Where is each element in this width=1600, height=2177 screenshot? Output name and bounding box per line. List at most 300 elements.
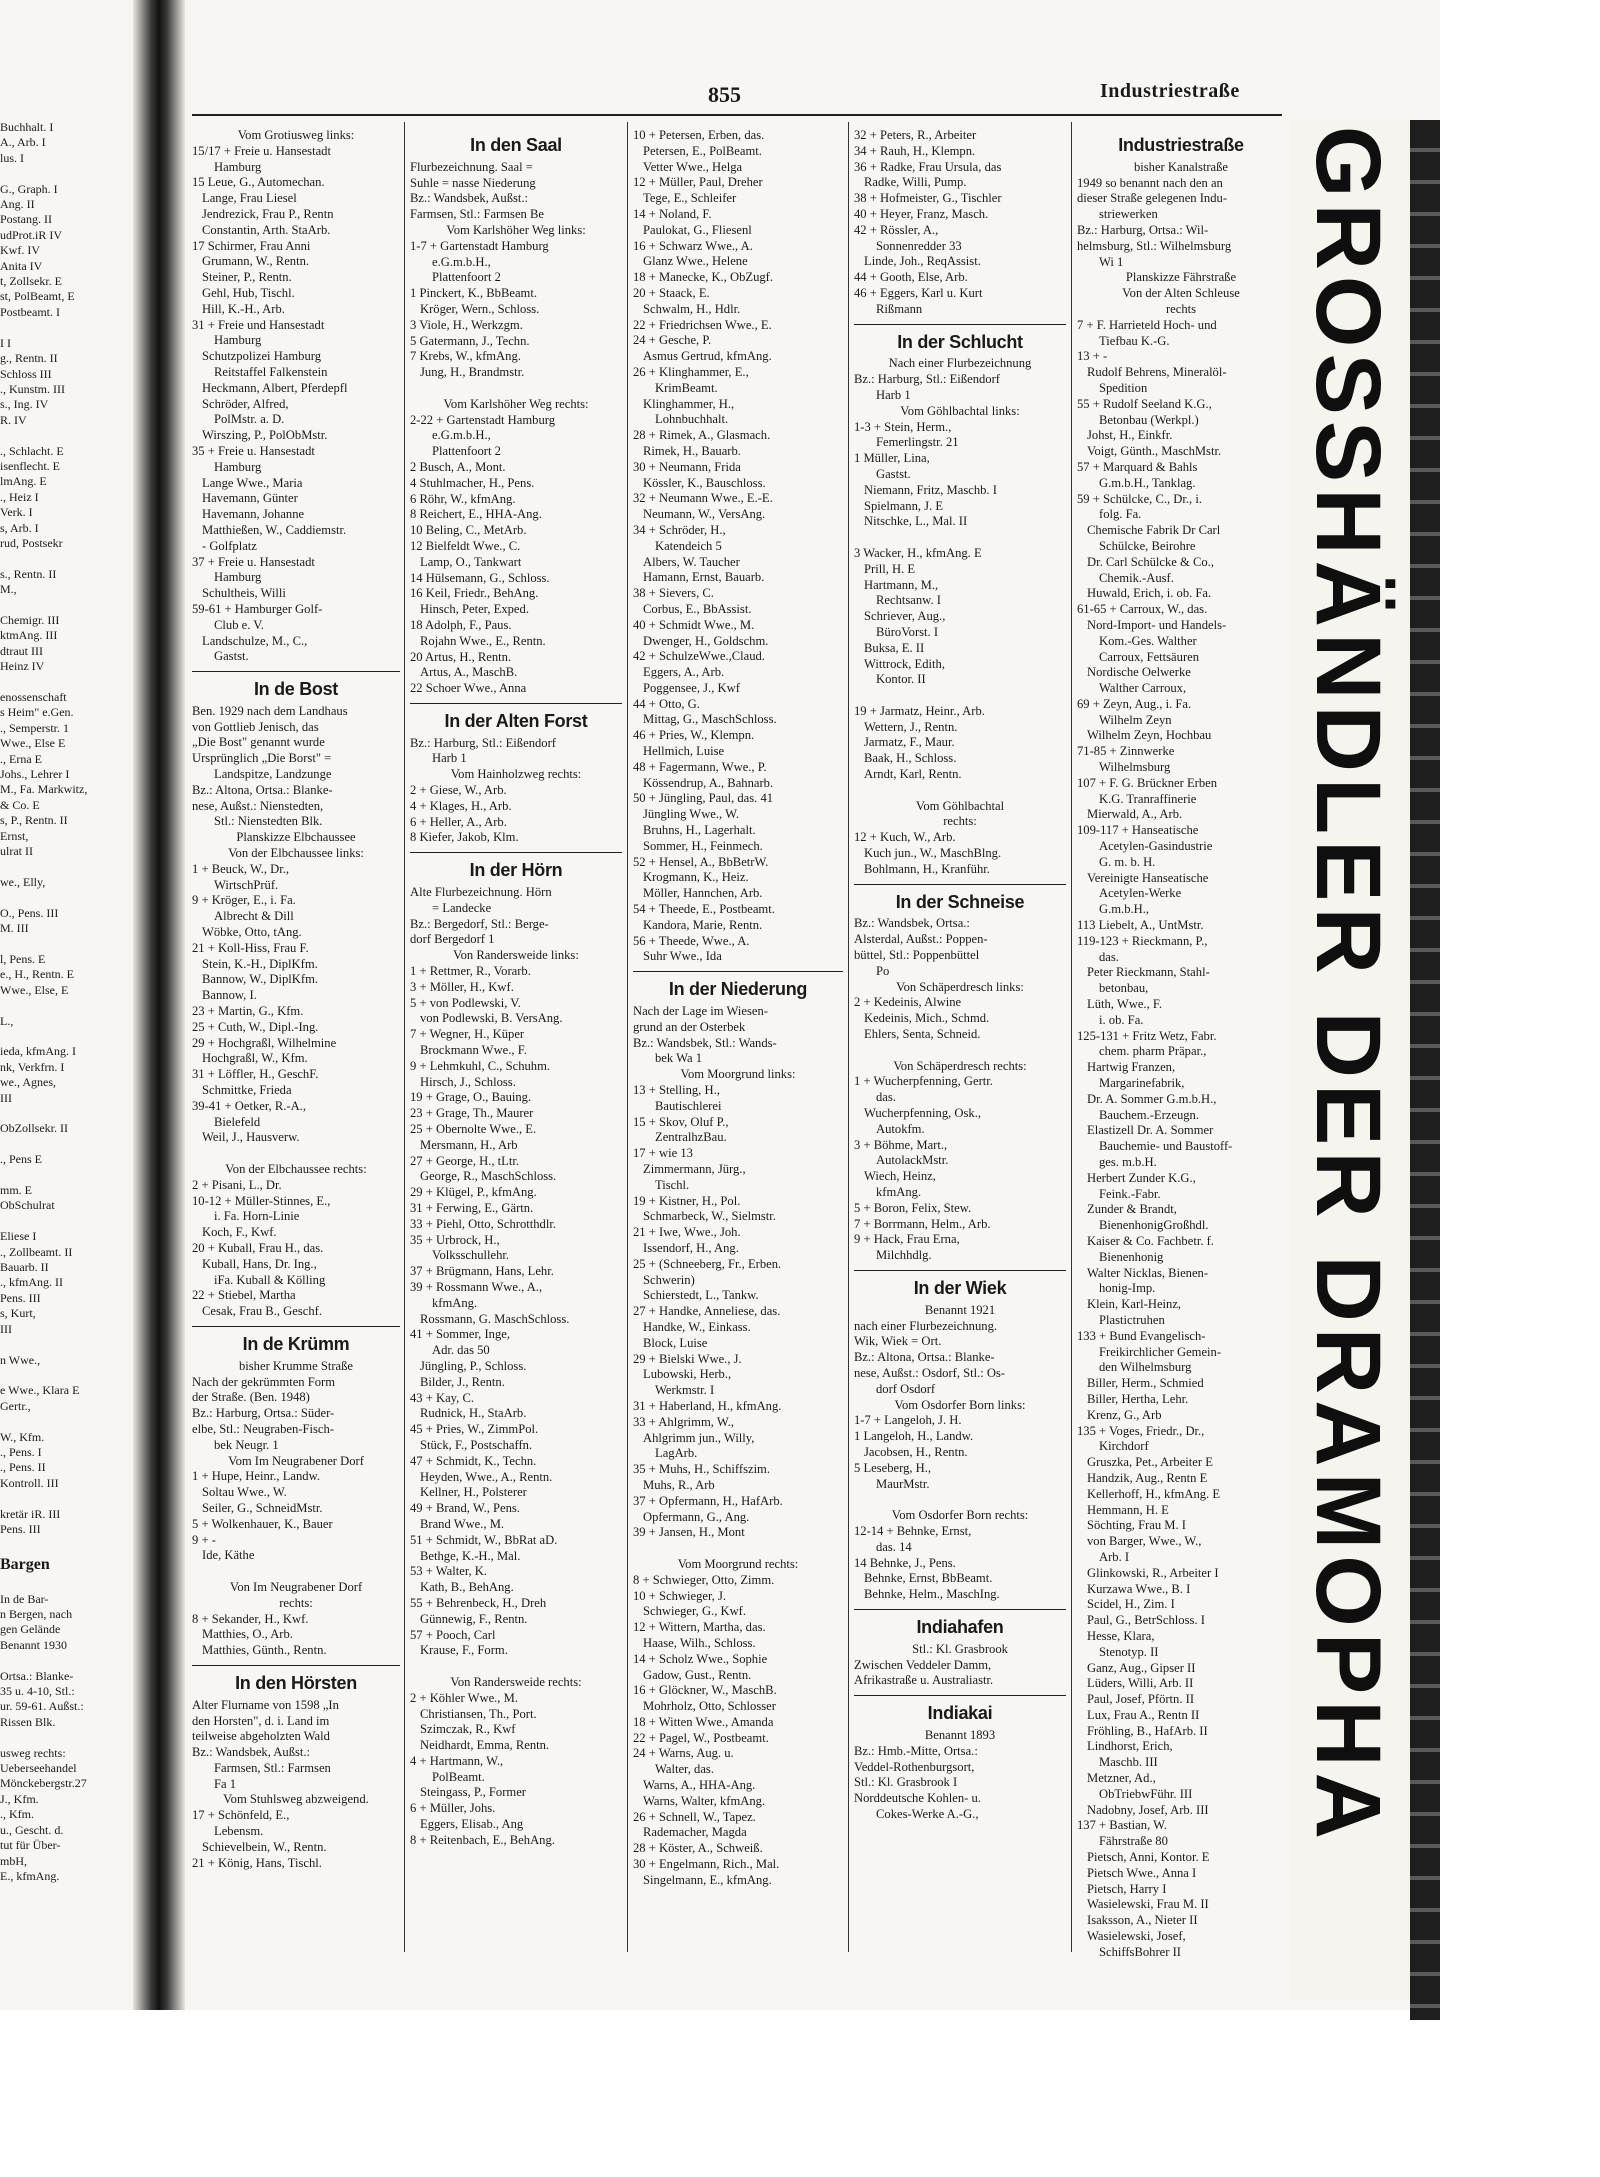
- entry-line: Klein, Karl-Heinz,: [1087, 1297, 1182, 1312]
- entry-line: den Horsten", d. i. Land im: [192, 1713, 330, 1728]
- text-line: ObZollsekr. II: [0, 1121, 68, 1136]
- text-line: tut für Über-: [0, 1838, 61, 1853]
- entry-line: Harb 1: [876, 387, 911, 402]
- entry-line: Plattenfoort 2: [432, 444, 501, 459]
- entry-line: Werkmstr. I: [655, 1383, 715, 1398]
- entry-line: Bauchemie- und Baustoff-: [1099, 1139, 1233, 1154]
- section-divider: [854, 324, 1066, 325]
- entry-line: Bz.: Altona, Ortsa.: Blanke-: [854, 1350, 995, 1365]
- text-line: s Heim" e.Gen.: [0, 705, 74, 720]
- entry-line: 5 Leseberg, H.,: [854, 1460, 932, 1475]
- entry-line: 10 + Schwieger, J.: [633, 1588, 726, 1603]
- entry-line: BienenhonigGroßhdl.: [1099, 1218, 1209, 1233]
- entry-line: 42 + SchulzeWwe.,Claud.: [633, 649, 765, 664]
- text-line: [0, 320, 132, 335]
- entry-line: Landspitze, Landzunge: [214, 767, 332, 782]
- entry-line: WirtschPrüf.: [214, 877, 279, 892]
- entry-line: kfmAng.: [432, 1295, 478, 1310]
- entry-line: 33 + Ahlgrimm, W.,: [633, 1414, 734, 1429]
- entry-line: Huwald, Erich, i. ob. Fa.: [1087, 586, 1212, 601]
- entry-line: Bilder, J., Rentn.: [420, 1374, 505, 1389]
- entry-line: 32 + Neumann Wwe., E.-E.: [633, 491, 773, 506]
- entry-line: 45 + Pries, W., ZimmPol.: [410, 1422, 539, 1437]
- text-line: ieda, kfmAng. I: [0, 1044, 76, 1059]
- entry-line: kfmAng.: [876, 1185, 922, 1199]
- entry-line: Hill, K.-H., Arb.: [202, 301, 285, 316]
- entry-line: Constantin, Arth. StaArb.: [202, 222, 331, 237]
- entry-line: 48 + Fagermann, Wwe., P.: [633, 759, 767, 774]
- entry-line: Albrecht & Dill: [214, 909, 294, 924]
- entry-line: 16 + Glöckner, W., MaschB.: [633, 1683, 777, 1698]
- text-line: u., Gescht. d.: [0, 1822, 64, 1837]
- entry-line: Bannow, I.: [202, 988, 257, 1003]
- entry-line: Schultheis, Willi: [202, 586, 286, 601]
- entry-line: Wirszing, P., PolObMstr.: [202, 428, 328, 443]
- entry-line: Suhle = nasse Niederung: [410, 175, 536, 190]
- entry-line: Stl.: Nienstedten Blk.: [214, 814, 323, 829]
- entry-line: Rimek, H., Bauarb.: [643, 443, 741, 458]
- entry-line: Cokes-Werke A.-G.,: [876, 1806, 979, 1821]
- entry-line: 36 + Radke, Frau Ursula, das: [854, 159, 1002, 174]
- text-line: Verk. I: [0, 505, 33, 520]
- entry-line: G.m.b.H., Tanklag.: [1099, 475, 1196, 490]
- entry-line: [854, 1492, 1066, 1508]
- entry-line: Walther Carroux,: [1099, 681, 1187, 696]
- entry-line: 6 + Heller, A., Arb.: [410, 814, 507, 829]
- subheading-line: rechts: [1165, 301, 1197, 316]
- entry-line: Ben. 1929 nach dem Landhaus: [192, 703, 348, 718]
- street-heading: Indiakai: [927, 1703, 993, 1724]
- entry-line: Wilhelmsburg: [1099, 760, 1171, 775]
- entry-line: Schmittke, Frieda: [202, 1083, 292, 1098]
- entry-line: Nitschke, L., Mal. II: [864, 514, 968, 529]
- entry-line: 69 + Zeyn, Aug., i. Fa.: [1077, 696, 1192, 711]
- entry-line: Havemann, Johanne: [202, 507, 305, 522]
- entry-line: George, R., MaschSchloss.: [420, 1169, 557, 1184]
- text-line: [0, 937, 132, 952]
- entry-line: 9 + Kröger, E., i. Fa.: [192, 893, 296, 908]
- entry-line: 40 + Heyer, Franz, Masch.: [854, 206, 989, 221]
- text-line: [0, 890, 132, 905]
- section-divider: [410, 703, 622, 704]
- entry-line: Gastst.: [214, 649, 249, 664]
- entry-line: [192, 1146, 400, 1162]
- entry-line: Acetylen-Gasindustrie: [1099, 839, 1213, 854]
- entry-line: 14 + Noland, F.: [633, 206, 712, 221]
- text-line: Ang. II: [0, 197, 35, 212]
- entry-line: büttel, Stl.: Poppenbüttel: [854, 948, 980, 963]
- entry-line: Rojahn Wwe., E., Rentn.: [420, 633, 546, 648]
- entry-line: 133 + Bund Evangelisch-: [1077, 1328, 1206, 1343]
- text-line: [0, 1168, 132, 1183]
- entry-line: 46 + Eggers, Karl u. Kurt: [854, 285, 983, 300]
- entry-line: betonbau,: [1099, 981, 1149, 996]
- entry-line: Adr. das 50: [432, 1343, 490, 1358]
- text-line: s, Arb. I: [0, 520, 39, 535]
- entry-line: elbe, Stl.: Neugraben-Fisch-: [192, 1421, 334, 1436]
- entry-line: 12 + Kuch, W., Arb.: [854, 830, 956, 845]
- subheading-line: Von Schäperdresch links:: [896, 979, 1024, 994]
- entry-line: Jüngling Wwe., W.: [643, 807, 739, 822]
- entry-line: Artus, A., MaschB.: [420, 665, 518, 680]
- entry-line: Kandora, Marie, Rentn.: [643, 917, 763, 932]
- entry-line: G. m. b. H.: [1099, 854, 1156, 869]
- entry-line: Jung, H., Brandmstr.: [420, 365, 525, 380]
- entry-line: iFa. Kuball & Kölling: [214, 1272, 326, 1287]
- entry-line: Kaiser & Co. Fachbetr. f.: [1087, 1233, 1214, 1248]
- text-line: Johs., Lehrer I: [0, 767, 70, 782]
- entry-line: Albers, W. Taucher: [643, 554, 740, 569]
- street-heading: Industriestraße: [1118, 135, 1244, 155]
- entry-line: Plastictruhen: [1099, 1312, 1165, 1327]
- street-heading: In der Schlucht: [897, 331, 1023, 352]
- entry-line: Bz.: Wandsbek, Außst.:: [192, 1745, 311, 1760]
- entry-line: Stl.: Kl. Grasbrook I: [854, 1775, 958, 1790]
- entry-line: Acetylen-Werke: [1099, 886, 1182, 901]
- entry-line: Schülcke, Beirohre: [1099, 538, 1196, 553]
- entry-line: 2 + Giese, W., Arb.: [410, 783, 507, 798]
- entry-line: den Wilhelmsburg: [1099, 1360, 1192, 1375]
- entry-line: Tege, E., Schleifer: [643, 191, 737, 206]
- entry-line: [410, 381, 622, 397]
- entry-line: Bz.: Bergedorf, Stl.: Berge-: [410, 916, 549, 931]
- entry-line: Matthies, O., Arb.: [202, 1627, 293, 1642]
- entry-line: 5 + von Podlewski, V.: [410, 995, 521, 1010]
- entry-line: von Barger, Wwe., W.,: [1087, 1534, 1202, 1549]
- entry-line: Walter Nicklas, Bienen-: [1087, 1265, 1209, 1280]
- section-divider: [192, 671, 400, 672]
- entry-line: Bz.: Harburg, Ortsa.: Wil-: [1077, 222, 1209, 237]
- entry-line: 21 + König, Hans, Tischl.: [192, 1855, 322, 1870]
- text-line: I I: [0, 335, 11, 350]
- column-divider: [848, 122, 849, 1952]
- entry-line: 4 Stuhlmacher, H., Pens.: [410, 475, 535, 490]
- entry-line: [410, 1659, 622, 1675]
- entry-line: Hirsch, J., Schloss.: [420, 1074, 516, 1089]
- entry-line: Kuch jun., W., MaschBlng.: [864, 846, 1002, 861]
- entry-line: Hamburg: [214, 159, 262, 174]
- subheading-line: Vom Hainholzweg rechts:: [450, 767, 582, 782]
- section-divider: [854, 1609, 1066, 1610]
- entry-line: Landschulze, M., C.,: [202, 633, 308, 648]
- entry-line: Bz.: Harburg, Stl.: Eißendorf: [410, 735, 556, 750]
- entry-line: honig-Imp.: [1099, 1281, 1156, 1296]
- entry-line: Haase, Wilh., Schloss.: [643, 1635, 756, 1650]
- entry-line: Gastst.: [876, 466, 911, 481]
- entry-line: 3 Viole, H., Werkzgm.: [410, 317, 523, 332]
- text-line: lus. I: [0, 150, 24, 165]
- entry-line: Bienenhonig: [1099, 1249, 1164, 1264]
- street-heading: In der Wiek: [913, 1277, 1007, 1298]
- entry-line: Margarinefabrik,: [1099, 1076, 1185, 1091]
- entry-line: Hemmann, H. E: [1087, 1502, 1169, 1517]
- subheading-line: Vom Grotiusweg links:: [237, 128, 355, 142]
- entry-line: Biller, Herm., Schmied: [1087, 1376, 1204, 1391]
- entry-line: 29 + Bielski Wwe., J.: [633, 1351, 742, 1366]
- entry-line: Kössler, K., Bauschloss.: [643, 475, 766, 490]
- entry-line: Bauchem.-Erzeugn.: [1099, 1107, 1200, 1122]
- subheading-line: bisher Kanalstraße: [1133, 159, 1229, 174]
- entry-line: Bethge, K.-H., Mal.: [420, 1548, 521, 1563]
- text-line: ., Schlacht. E: [0, 443, 64, 458]
- text-line: ObSchulrat: [0, 1198, 55, 1213]
- entry-line: Heckmann, Albert, Pferdepfl: [202, 380, 348, 395]
- entry-line: Hesse, Klara,: [1087, 1628, 1155, 1643]
- street-heading: In den Hörsten: [235, 1672, 357, 1693]
- entry-line: 34 + Rauh, H., Klempn.: [854, 143, 976, 158]
- entry-line: 17 Schirmer, Frau Anni: [192, 238, 311, 253]
- entry-line: Möller, Hannchen, Arb.: [643, 886, 763, 901]
- entry-line: 35 + Muhs, H., Schiffszim.: [633, 1462, 771, 1477]
- entry-line: 109-117 + Hanseatische: [1077, 823, 1199, 838]
- entry-line: ges. m.b.H.: [1099, 1155, 1157, 1169]
- entry-line: Havemann, Günter: [202, 491, 298, 506]
- entry-line: 57 + Marquard & Bahls: [1077, 459, 1198, 474]
- entry-line: Warns, Walter, kfmAng.: [643, 1793, 766, 1808]
- entry-line: 30 + Engelmann, Rich., Mal.: [633, 1857, 780, 1872]
- entry-line: Radke, Willi, Pump.: [864, 175, 967, 190]
- entry-line: Baak, H., Schloss.: [864, 751, 957, 766]
- entry-line: Zunder & Brandt,: [1087, 1202, 1177, 1217]
- entry-line: Herbert Zunder K.G.,: [1087, 1170, 1196, 1185]
- entry-line: Block, Luise: [643, 1335, 708, 1350]
- entry-line: 18 + Manecke, K., ObZugf.: [633, 270, 774, 285]
- entry-line: 27 + Handke, Anneliese, das.: [633, 1304, 781, 1319]
- entry-line: Arb. I: [1099, 1549, 1130, 1564]
- text-line: dtraut III: [0, 643, 43, 658]
- entry-line: 22 Schoer Wwe., Anna: [410, 681, 527, 696]
- entry-line: bek Neugr. 1: [214, 1437, 279, 1452]
- text-line: Kwf. IV: [0, 243, 40, 258]
- entry-line: Kössendrup, A., Bahnarb.: [643, 775, 774, 790]
- entry-line: Koch, F., Kwf.: [202, 1225, 277, 1240]
- text-line: R. IV: [0, 412, 27, 427]
- entry-line: 1949 so benannt nach den an: [1077, 175, 1223, 190]
- entry-line: 21 + Iwe, Wwe., Joh.: [633, 1225, 741, 1240]
- entry-line: Ehlers, Senta, Schneid.: [864, 1027, 981, 1042]
- entry-line: KrimBeamt.: [655, 380, 718, 395]
- section-divider: [192, 1326, 400, 1327]
- entry-line: Matthies, Günth., Rentn.: [202, 1643, 327, 1658]
- entry-line: [192, 1564, 400, 1580]
- text-line: M., Fa. Markwitz,: [0, 782, 88, 797]
- entry-line: Sommer, H., Feinmech.: [643, 838, 763, 853]
- entry-line: Schriever, Aug.,: [864, 609, 946, 624]
- entry-line: 21 + Koll-Hiss, Frau F.: [192, 940, 309, 955]
- entry-line: Chemik.-Ausf.: [1099, 570, 1174, 585]
- entry-line: 22 + Friedrichsen Wwe., E.: [633, 317, 772, 332]
- entry-line: Lamp, O., Tankwart: [420, 554, 522, 569]
- entry-line: - Golfplatz: [202, 538, 257, 553]
- entry-line: Lux, Frau A., Rentn II: [1087, 1707, 1200, 1722]
- entry-line: Pietsch, Harry I: [1087, 1881, 1167, 1896]
- entry-line: 2 + Pisani, L., Dr.: [192, 1177, 282, 1192]
- text-line: III: [0, 1321, 12, 1336]
- section-divider: [854, 1695, 1066, 1696]
- entry-line: Alsterdal, Außst.: Poppen-: [854, 932, 988, 947]
- entry-line: 31 + Freie und Hansestadt: [192, 317, 325, 332]
- entry-line: 2 + Kedeinis, Alwine: [854, 995, 962, 1010]
- entry-line: 12 Bielfeldt Wwe., C.: [410, 538, 521, 553]
- entry-line: Stück, F., Postschaffn.: [420, 1437, 533, 1452]
- entry-line: 19 + Kistner, H., Pol.: [633, 1193, 741, 1208]
- text-line: Bauarb. II: [0, 1260, 49, 1275]
- section-divider: [192, 1665, 400, 1666]
- entry-line: bek Wa 1: [655, 1051, 703, 1066]
- entry-line: Dwenger, H., Goldschm.: [643, 633, 769, 648]
- text-line: e Wwe., Klara E: [0, 1383, 80, 1398]
- entry-line: Issendorf, H., Ang.: [643, 1240, 739, 1255]
- entry-line: folg. Fa.: [1099, 507, 1142, 522]
- text-line: isenflecht. E: [0, 458, 60, 473]
- entry-line: Brand Wwe., M.: [420, 1516, 505, 1531]
- text-line: [0, 1730, 132, 1745]
- entry-line: 7 Krebs, W., kfmAng.: [410, 349, 521, 364]
- entry-line: Freikirchlicher Gemein-: [1099, 1344, 1222, 1359]
- entry-line: Spedition: [1099, 380, 1148, 395]
- entry-line: Rudolf Behrens, Mineralöl-: [1087, 365, 1227, 380]
- text-line: [0, 1214, 132, 1229]
- entry-line: von Podlewski, B. VersAng.: [420, 1011, 563, 1026]
- entry-line: Schutzpolizei Hamburg: [202, 349, 322, 364]
- text-line: In de Bar-: [0, 1591, 49, 1606]
- entry-line: Fröhling, B., HafArb. II: [1087, 1723, 1208, 1738]
- entry-line: Lindhorst, Erich,: [1087, 1739, 1173, 1754]
- entry-line: 31 + Haberland, H., kfmAng.: [633, 1398, 782, 1413]
- entry-line: Spielmann, J. E: [864, 498, 944, 513]
- entry-line: 34 + Schröder, H.,: [633, 522, 726, 537]
- entry-line: Jarmatz, F., Maur.: [864, 735, 955, 750]
- entry-line: Hamburg: [214, 459, 262, 474]
- entry-line: 32 + Peters, R., Arbeiter: [854, 128, 977, 142]
- subheading-line: Vom Karlshöher Weg rechts:: [443, 396, 589, 411]
- text-line: rud, Postsekr: [0, 535, 63, 550]
- text-line: W., Kfm.: [0, 1429, 45, 1444]
- entry-line: 137 + Bastian, W.: [1077, 1818, 1168, 1833]
- entry-line: 54 + Theede, E., Postbeamt.: [633, 902, 775, 917]
- subheading-line: Benannt 1893: [924, 1727, 996, 1742]
- entry-line: Mohrholz, Otto, Schlosser: [643, 1699, 776, 1714]
- text-line: ., Kfm.: [0, 1807, 34, 1822]
- entry-line: Jacobsen, H., Rentn.: [864, 1444, 968, 1459]
- entry-line: Ide, Käthe: [202, 1548, 255, 1563]
- entry-line: 31 + Löffler, H., GeschF.: [192, 1067, 319, 1082]
- entry-line: 9 + Hack, Frau Erna,: [854, 1232, 960, 1247]
- entry-line: Pietsch, Anni, Kontor. E: [1087, 1850, 1210, 1865]
- entry-line: das.: [876, 1090, 896, 1105]
- entry-line: Schierstedt, L., Tankw.: [643, 1288, 759, 1303]
- entry-line: Mittag, G., MaschSchloss.: [643, 712, 777, 727]
- entry-line: Vereinigte Hanseatische: [1087, 870, 1209, 885]
- text-line: we., Elly,: [0, 874, 46, 889]
- entry-line: 47 + Schmidt, K., Techn.: [410, 1453, 537, 1468]
- entry-line: 9 + -: [192, 1532, 216, 1547]
- subheading-line: Von Im Neugrabener Dorf: [229, 1579, 363, 1594]
- text-line: [0, 1653, 132, 1668]
- entry-line: Wucherpfenning, Osk.,: [864, 1106, 982, 1121]
- subheading-line: Von Randersweide links:: [453, 948, 579, 963]
- entry-line: Lebensm.: [214, 1824, 264, 1839]
- text-line: n Wwe.,: [0, 1352, 41, 1367]
- entry-line: Kedeinis, Mich., Schmd.: [864, 1011, 990, 1026]
- entry-line: K.G. Tranraffinerie: [1099, 791, 1197, 806]
- advertising-band: [1288, 125, 1408, 1845]
- directory-column-1: [192, 128, 400, 2008]
- subheading-line: Vom Osdorfer Born rechts:: [891, 1508, 1029, 1523]
- entry-line: Prill, H. E: [864, 561, 916, 576]
- entry-line: Zimmermann, Jürg.,: [643, 1162, 746, 1176]
- entry-line: Afrikastraße u. Australiastr.: [854, 1673, 994, 1688]
- text-line: [0, 998, 132, 1013]
- entry-line: Plattenfoort 2: [432, 270, 501, 285]
- entry-line: Lohnbuchhalt.: [655, 412, 729, 427]
- entry-line: 18 + Witten Wwe., Amanda: [633, 1714, 774, 1729]
- entry-line: Feink.-Fabr.: [1099, 1186, 1161, 1201]
- entry-line: BüroVorst. I: [876, 624, 939, 639]
- entry-line: Volksschullehr.: [432, 1248, 510, 1263]
- text-line: s., Ing. IV: [0, 397, 49, 412]
- text-line: J., Kfm.: [0, 1791, 39, 1806]
- text-line: ., Pens. I: [0, 1444, 42, 1459]
- column-divider: [627, 122, 628, 1952]
- subheading-line: bisher Krumme Straße: [238, 1358, 353, 1373]
- text-line: Kontroll. III: [0, 1475, 59, 1490]
- text-line: [0, 598, 132, 613]
- entry-line: Rißmann: [876, 301, 923, 316]
- entry-line: = Landecke: [432, 900, 492, 915]
- entry-line: 10 + Petersen, Erben, das.: [633, 128, 765, 142]
- text-line: enossenschaft: [0, 690, 67, 705]
- entry-line: Farmsen, Stl.: Farmsen: [214, 1760, 331, 1775]
- entry-line: Bz.: Harburg, Stl.: Eißendorf: [854, 372, 1000, 387]
- entry-line: 15 + Skov, Oluf P.,: [633, 1114, 729, 1129]
- entry-line: 17 + Schönfeld, E.,: [192, 1808, 290, 1823]
- entry-line: 43 + Kay, C.: [410, 1390, 475, 1405]
- text-line: G., Graph. I: [0, 181, 58, 196]
- directory-column-5: [1077, 128, 1285, 2008]
- subheading-line: Von der Alten Schleuse: [1122, 286, 1240, 301]
- entry-line: Corbus, E., BbAssist.: [643, 601, 752, 616]
- text-line: [0, 428, 132, 443]
- entry-line: Cesak, Frau B., Geschf.: [202, 1304, 322, 1319]
- text-line: ur. 59-61. Außst.:: [0, 1699, 84, 1714]
- entry-line: Behnke, Helm., MaschIng.: [864, 1587, 1000, 1602]
- text-line: ., kfmAng. II: [0, 1275, 63, 1290]
- street-heading: Indiahafen: [916, 1616, 1004, 1637]
- text-line: usweg rechts:: [0, 1745, 66, 1760]
- entry-line: 4 + Klages, H., Arb.: [410, 798, 512, 813]
- entry-line: 30 + Neumann, Frida: [633, 459, 741, 474]
- entry-line: 14 + Scholz Wwe., Sophie: [633, 1651, 768, 1666]
- entry-line: 2-22 + Gartenstadt Hamburg: [410, 412, 556, 427]
- entry-line: Biller, Hertha, Lehr.: [1087, 1391, 1189, 1406]
- entry-line: Sonnenredder 33: [876, 238, 962, 253]
- entry-line: Glanz Wwe., Helene: [643, 254, 748, 269]
- entry-line: 12 + Müller, Paul, Dreher: [633, 175, 763, 190]
- entry-line: 39 + Jansen, H., Mont: [633, 1525, 745, 1540]
- entry-line: 5 + Boron, Felix, Stew.: [854, 1200, 972, 1215]
- text-line: Eliese I: [0, 1229, 37, 1244]
- subheading-line: Vom Osdorfer Born links:: [894, 1397, 1026, 1412]
- header-rule: [192, 114, 1282, 116]
- subheading-line: Von Randersweide rechts:: [450, 1674, 582, 1689]
- subheading-line: Planskizze Elbchaussee: [236, 830, 356, 845]
- entry-line: 14 Behnke, J., Pens.: [854, 1555, 956, 1570]
- entry-line: 7 + Borrmann, Helm., Arb.: [854, 1216, 991, 1231]
- entry-line: 7 + Wegner, H., Küper: [410, 1027, 525, 1042]
- subheading-line: Vom Göhlbachtal links:: [900, 403, 1020, 418]
- entry-line: nach einer Flurbezeichnung.: [854, 1318, 998, 1333]
